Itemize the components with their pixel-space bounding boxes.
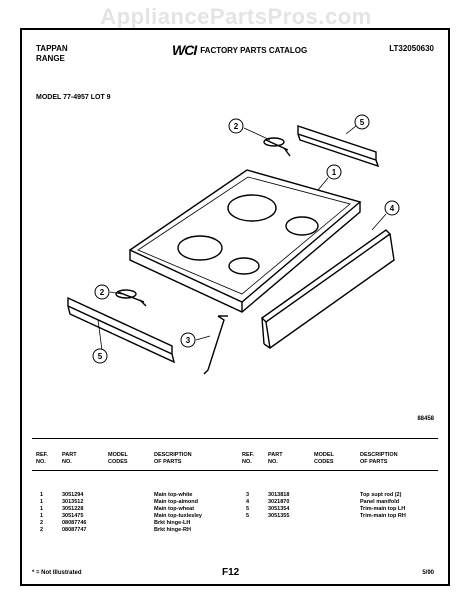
exploded-parts-diagram <box>22 30 448 430</box>
cell-desc: Trim-main top RH <box>360 513 406 519</box>
cell-part: 3051355 <box>268 513 290 519</box>
table-header-rule <box>32 470 438 471</box>
table-top-rule <box>32 438 438 439</box>
model-line: MODEL 77-4957 LOT 9 <box>36 94 111 101</box>
hdr-ref-2: NO. <box>36 459 46 465</box>
cell-part: 3021870 <box>268 499 290 505</box>
cell-part: 3051475 <box>62 513 84 519</box>
catalog-number: LT32050630 <box>389 44 434 53</box>
hdr-ref-1: REF. <box>36 452 48 458</box>
cell-ref: 1 <box>40 499 44 505</box>
cell-ref: 1 <box>40 513 44 519</box>
cell-ref: 3 <box>246 492 250 498</box>
hdr-ref-2: NO. <box>242 459 252 465</box>
cell-ref: 2 <box>40 527 44 533</box>
svg-text:5: 5 <box>97 352 103 361</box>
wci-logo: WCI <box>172 42 197 58</box>
table-row <box>36 527 226 534</box>
table-row <box>242 506 442 513</box>
trim-front-part <box>68 298 174 362</box>
hdr-part-1: PART <box>62 452 77 458</box>
footnote: * = Not Illustrated <box>32 570 82 576</box>
hdr-desc-2: OF PARTS <box>154 459 182 465</box>
cell-part: 3013818 <box>268 492 290 498</box>
hinge-rear-part <box>264 138 290 156</box>
cell-part: 3051354 <box>268 506 290 512</box>
cell-desc: Brkt hinge-RH <box>154 527 191 533</box>
table-header-left <box>36 452 226 468</box>
burner-small-front <box>229 258 259 274</box>
callout-1 <box>327 165 341 179</box>
cell-part: 3013512 <box>62 499 84 505</box>
table-header-right <box>242 452 442 468</box>
hdr-model-1: MODEL <box>314 452 334 458</box>
table-row <box>36 492 226 499</box>
cell-ref: 1 <box>40 492 44 498</box>
hdr-part-2: NO. <box>268 459 278 465</box>
trim-rear-part <box>298 126 378 166</box>
hdr-part-2: NO. <box>62 459 72 465</box>
svg-text:1: 1 <box>331 168 337 177</box>
page-number: F12 <box>222 567 240 578</box>
callout-4 <box>385 201 399 215</box>
burner-large-rear <box>228 195 276 221</box>
hdr-model-2: CODES <box>314 459 334 465</box>
table-row <box>36 506 226 513</box>
manifold-panel-part <box>262 230 394 348</box>
cell-part: 3051228 <box>62 506 84 512</box>
rows-right <box>242 492 442 520</box>
cell-desc: Main top-wheat <box>154 506 195 512</box>
support-rod-part <box>204 316 228 374</box>
burner-small-rear <box>286 217 318 235</box>
table-row <box>242 492 442 499</box>
cell-desc: Main top-tuxlesley <box>154 513 202 519</box>
hdr-model-2: CODES <box>108 459 128 465</box>
main-top-part <box>130 170 360 312</box>
svg-text:4: 4 <box>389 204 395 213</box>
callout-2-rear <box>229 119 243 133</box>
hdr-desc-2: OF PARTS <box>360 459 388 465</box>
watermark: AppliancePartsPros.com <box>100 4 372 29</box>
table-row <box>36 499 226 506</box>
cell-ref: 5 <box>246 513 250 519</box>
cell-ref: 1 <box>40 506 44 512</box>
brand-line1: TAPPAN <box>36 44 68 53</box>
catalog-title: FACTORY PARTS CATALOG <box>200 45 308 55</box>
hdr-part-1: PART <box>268 452 283 458</box>
parts-table-left <box>36 452 226 468</box>
table-row <box>242 499 442 506</box>
revision-date: 5/90 <box>422 570 434 576</box>
cell-ref: 4 <box>246 499 250 505</box>
parts-table-right <box>242 452 442 468</box>
cell-desc: Trim-main top LH <box>360 506 406 512</box>
rows-left <box>36 492 226 534</box>
hdr-ref-1: REF. <box>242 452 254 458</box>
svg-text:2: 2 <box>233 122 239 131</box>
hdr-desc-1: DESCRIPTION <box>154 452 192 458</box>
cell-ref: 2 <box>40 520 44 526</box>
callout-5-rear <box>355 115 369 129</box>
callout-3 <box>181 333 195 347</box>
cell-part: 3051294 <box>62 492 84 498</box>
brand-line2: RANGE <box>36 54 65 63</box>
cell-ref: 5 <box>246 506 250 512</box>
hdr-model-1: MODEL <box>108 452 128 458</box>
cell-part: 08087746 <box>62 520 87 526</box>
cell-desc: Top supt rod (2) <box>360 492 402 498</box>
table-row <box>36 513 226 520</box>
drawing-number: 88458 <box>417 416 434 422</box>
svg-text:3: 3 <box>185 336 191 345</box>
svg-text:2: 2 <box>99 288 105 297</box>
cell-desc: Main top-white <box>154 492 193 498</box>
table-row <box>242 513 442 520</box>
hdr-desc-1: DESCRIPTION <box>360 452 398 458</box>
callout-2-front <box>95 285 109 299</box>
parts-catalog-page <box>20 28 450 586</box>
svg-text:5: 5 <box>359 118 365 127</box>
cell-desc: Panel manifold <box>360 499 400 505</box>
cell-desc: Brkt hinge-LH <box>154 520 191 526</box>
burner-large-front <box>178 236 222 260</box>
callout-5-front <box>93 349 107 363</box>
table-row <box>36 520 226 527</box>
cell-part: 08087747 <box>62 527 87 533</box>
cell-desc: Main top-almond <box>154 499 198 505</box>
hinge-front-part <box>116 290 146 306</box>
